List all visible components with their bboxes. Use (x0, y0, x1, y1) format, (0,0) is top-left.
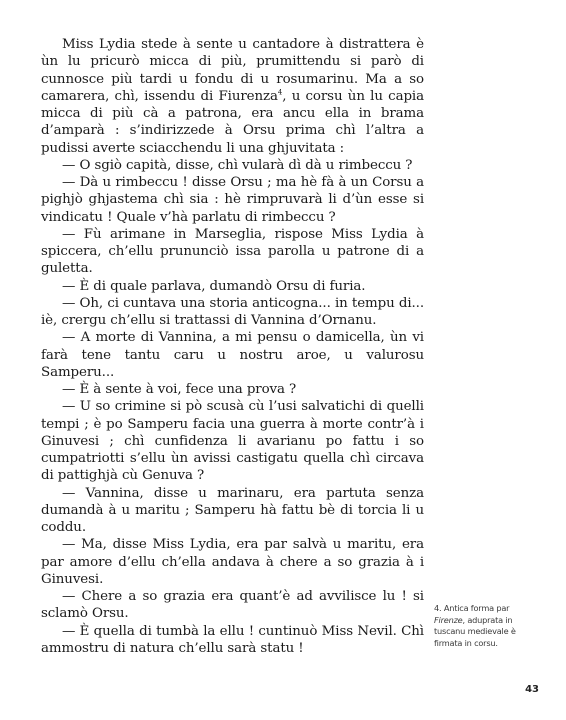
paragraph-1-rest: , u corsu ùn lu capia micca di più cà a patrona, era ancu ella in brama d’amparà : s’indirizzede à Orsu prima chì l’altra a pudissi averte sciacchendu li una ghjuvitata : (41, 88, 424, 156)
footnote-rest: , aduprata in tuscanu medievale è firmata in corsu. (434, 614, 516, 648)
paragraph-6: — Oh, ci cuntava una storia anticogna... in tempu di... iè, crergu ch’ellu si trattassi di Vannina d’Ornanu. (41, 295, 424, 328)
body-text (41, 36, 424, 657)
paragraph-1 (41, 36, 424, 157)
footnote-marker: 4 (277, 88, 283, 97)
paragraph-10: — Vannina, disse u marinaru, era partuta senza dumandà à u maritu ; Samperu hà fattu bè di torcia li u coddu. (41, 485, 424, 535)
paragraph-11: — Ma, disse Miss Lydia, era par salvà u maritu, era par amore d’ellu ch’ella andava à chere a so grazia à i Ginuvesi. (41, 537, 424, 587)
paragraph-12: — Chere a so grazia era quant’è ad avvilisce lu ! si sclamò Orsu. (41, 589, 424, 622)
page-number: 43 (525, 684, 539, 695)
paragraph-2: — O sgiò capità, disse, chì vularà dì dà u rimbeccu ? (62, 157, 413, 173)
paragraph-8: — È à sente à voi, fece una prova ? (62, 382, 297, 397)
paragraph-1-start: Miss Lydia stede à sente u cantadore à distrattera è ùn lu pricurò micca di più, prumittendu si parò di cunnosce più tardi u fondu di u rosumarinu. Ma a so camarera, chì, issendu di Fiurenza (41, 37, 424, 104)
paragraph-4: — Fù arimane in Marseglia, rispose Miss Lydia à spiccera, ch’ellu prununciò issa parolla u patrone di a guletta. (41, 226, 424, 277)
footnote (434, 603, 542, 649)
paragraph-3: — Dà u rimbeccu ! disse Orsu ; ma hè fà à un Corsu a pighjò ghjastema chì sia : hè rimpruvarà li d’ùn esse si vindicatu ! Quale v’hà parlatu di rimbeccu ? (41, 175, 424, 225)
paragraph-9: — U so crimine si pò scusà cù l’usi salvatichi di quelli tempi ; è po Samperu facia una guerra à morte contr’à i Ginuvesi ; chì cunfidenza li avarianu po fattu i so cumpatriotti s’ellu ùn avissi castigatu quella chì circava di pattighjà cù Genuva ? (41, 399, 424, 484)
paragraph-5: — È di quale parlava, dumandò Orsu di furia. (62, 278, 366, 294)
footnote-italic-word: Firenze (434, 614, 463, 625)
paragraph-13: — È quella di tumbà la ellu ! cuntinuò Miss Nevil. Chì ammostru di natura ch’ellu sarà statu ! (41, 623, 424, 656)
footnote-prefix: 4. Antica forma par (434, 603, 510, 613)
paragraph-7: — A morte di Vannina, a mi pensu o damicella, ùn vi farà tene tantu caru u nostru aroe, u valurosu Samperu... (41, 330, 424, 380)
